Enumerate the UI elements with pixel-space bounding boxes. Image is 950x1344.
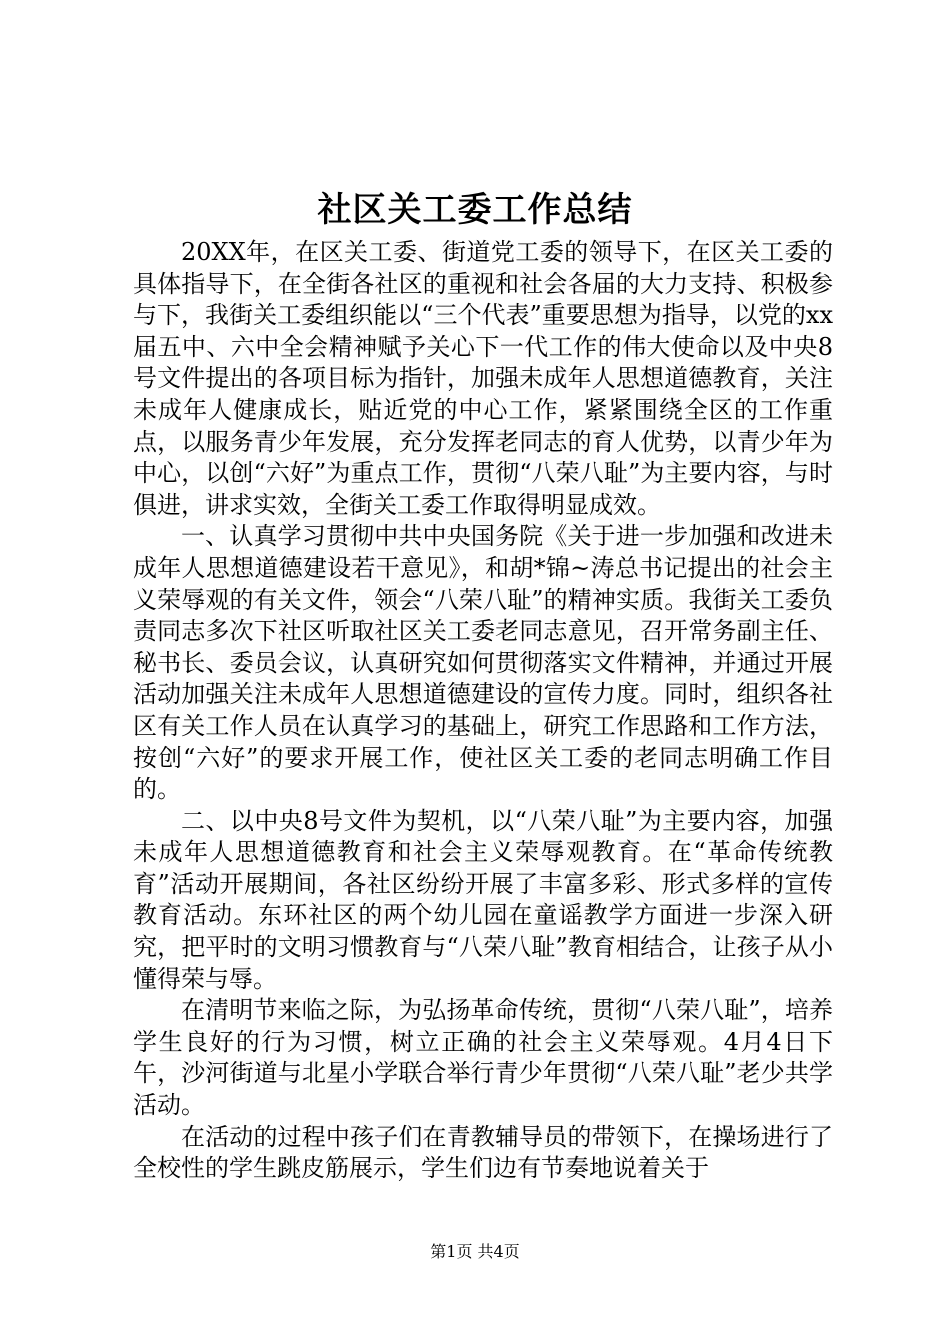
page-number-footer: 第1页 共4页 [430,1242,520,1261]
paragraph-section-one: 一、认真学习贯彻中共中央国务院《关于进一步加强和改进未成年人思想道德建设若干意见》，和胡*锦~涛总书记提出的社会主义荣辱观的有关文件，领会“八荣八耻”的精神实质。我街关工委负责同志多次下社区听取社区关工委老同志意见，召开常务副主任、秘书长、委员会议，认真研究如何贯彻落实文件精神，并通过开展活动加强关注未成年人思想道德建设的宣传力度。同时，组织各社区有关工作人员在认真学习的基础上，研究工作思路和工作方法，按创“六好”的要求开展工作，使社区关工委的老同志明确工作目的。 [133,522,833,804]
document-title: 社区关工委工作总结 [317,190,633,230]
paragraph-section-two: 二、以中央8号文件为契机，以“八荣八耻”为主要内容，加强未成年人思想道德教育和社会主义荣辱观教育。在“革命传统教育”活动开展期间，各社区纷纷开展了丰富多彩、形式多样的宣传教育活动。东环社区的两个幼儿园在童谣教学方面进一步深入研究，把平时的文明习惯教育与“八荣八耻”教育相结合，让孩子从小懂得荣与辱。 [133,806,833,993]
paragraph-intro: 20XX年，在区关工委、街道党工委的领导下，在区关工委的具体指导下，在全街各社区的重视和社会各届的大力支持、积极参与下，我街关工委组织能以“三个代表”重要思想为指导，以党的xx届五中、六中全会精神赋予关心下一代工作的伟大使命以及中央8号文件提出的各项目标为指针，加强未成年人思想道德教育，关注未成年人健康成长，贴近党的中心工作，紧紧围绕全区的工作重点，以服务青少年发展，充分发挥老同志的育人优势，以青少年为中心，以创“六好”为重点工作，贯彻“八荣八耻”为主要内容，与时俱进，讲求实效，全街关工委工作取得明显成效。 [133,238,833,519]
paragraph-qingming: 在清明节来临之际，为弘扬革命传统，贯彻“八荣八耻”，培养学生良好的行为习惯，树立正确的社会主义荣辱观。4月4日下午，沙河街道与北星小学联合举行青少年贯彻“八荣八耻”老少共学活动。 [133,996,833,1120]
document-body [133,237,833,1185]
paragraph-activity: 在活动的过程中孩子们在青教辅导员的带领下，在操场进行了全校性的学生跳皮筋展示，学生们边有节奏地说着关于 [133,1122,833,1183]
